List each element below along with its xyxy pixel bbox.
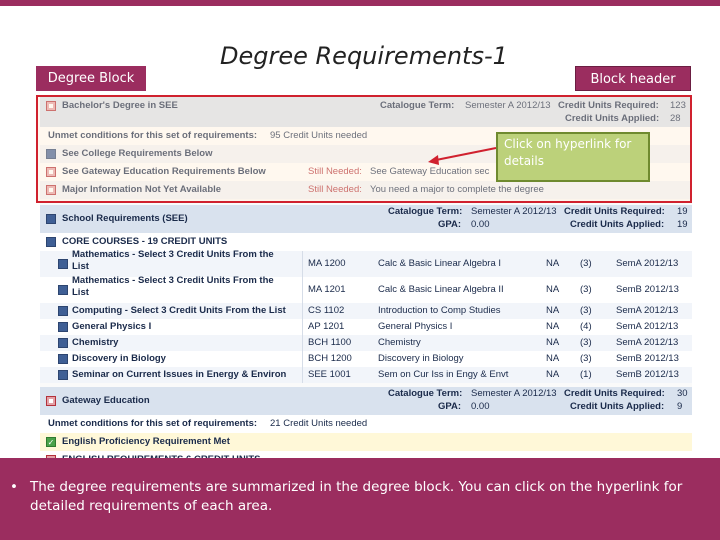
gpa-label: GPA:	[438, 401, 462, 412]
hyperlink-callout: Click on hyperlink for details	[496, 132, 650, 182]
required-label: Credit Units Required:	[564, 388, 665, 399]
footer-text: The degree requirements are summarized in the degree block. You can click on the hyperlink for detailed requirements of each area.	[30, 479, 683, 514]
course-requirement: General Physics I	[72, 321, 152, 332]
catalogue-value: Semester A 2012/13	[471, 388, 557, 399]
course-code[interactable]: BCH 1100	[308, 337, 352, 348]
still-needed-label: Still Needed:	[308, 184, 362, 195]
english-proficiency-label: English Proficiency Requirement Met	[62, 436, 230, 447]
course-requirement: Discovery in Biology	[72, 353, 166, 364]
course-code[interactable]: CS 1102	[308, 305, 345, 316]
course-grade: NA	[546, 337, 560, 348]
bullet-icon: •	[10, 479, 18, 495]
still-needed-label: Still Needed:	[308, 166, 362, 177]
course-title: Discovery in Biology	[378, 353, 464, 364]
gateway-title: Gateway Education	[62, 395, 150, 406]
required-value: 30	[677, 388, 688, 399]
core-title: CORE COURSES - 19 CREDIT UNITS	[62, 236, 228, 247]
catalogue-label: Catalogue Term:	[380, 100, 455, 111]
unmet-label: Unmet conditions for this set of requirements:	[48, 418, 258, 429]
catalogue-label: Catalogue Term:	[388, 206, 463, 217]
course-title: Chemistry	[378, 337, 421, 348]
unmet-label: Unmet conditions for this set of requirements:	[48, 130, 258, 141]
applied-label: Credit Units Applied:	[570, 219, 665, 230]
unmet-value: 95 Credit Units needed	[270, 130, 368, 141]
course-title: Calc & Basic Linear Algebra II	[378, 284, 504, 295]
course-units: (3)	[580, 337, 592, 348]
applied-value: 19	[677, 219, 688, 230]
course-term: SemB 2012/13	[616, 284, 679, 295]
course-grade: NA	[546, 369, 560, 380]
course-title: Introduction to Comp Studies	[378, 305, 501, 316]
check-icon: ✓	[47, 438, 55, 447]
gpa-label: GPA:	[438, 219, 462, 230]
course-term: SemA 2012/13	[616, 337, 679, 348]
course-term: SemA 2012/13	[616, 258, 679, 269]
course-code[interactable]: AP 1201	[308, 321, 345, 332]
course-units: (1)	[580, 369, 592, 380]
gpa-value: 0.00	[471, 219, 490, 230]
course-units: (3)	[580, 305, 592, 316]
degree-block-tag: Degree Block	[36, 66, 146, 91]
applied-label: Credit Units Applied:	[570, 401, 665, 412]
course-units: (3)	[580, 284, 592, 295]
req-link-gateway[interactable]: See Gateway Education Requirements Below	[62, 166, 266, 177]
still-needed-text[interactable]: See Gateway Education sec	[370, 166, 490, 177]
course-code[interactable]: SEE 1001	[308, 369, 351, 380]
required-value: 19	[677, 206, 688, 217]
course-requirement: Mathematics - Select 3 Credit Units From the List	[72, 275, 274, 298]
degree-title: Bachelor's Degree in SEE	[62, 100, 178, 111]
course-grade: NA	[546, 353, 560, 364]
required-value: 123	[670, 100, 686, 111]
still-needed-text: You need a major to complete the degree	[370, 184, 544, 195]
course-title: Sem on Cur Iss in Engy & Envt	[378, 369, 509, 380]
req-link-major[interactable]: Major Information Not Yet Available	[62, 184, 222, 195]
course-requirement: Chemistry	[72, 337, 119, 348]
course-title: General Physics I	[378, 321, 453, 332]
required-label: Credit Units Required:	[564, 206, 665, 217]
school-title: School Requirements (SEE)	[62, 213, 188, 224]
gpa-value: 0.00	[471, 401, 490, 412]
course-units: (4)	[580, 321, 592, 332]
course-title: Calc & Basic Linear Algebra I	[378, 258, 502, 269]
block-header-tag: Block header	[575, 66, 691, 91]
course-grade: NA	[546, 321, 560, 332]
course-grade: NA	[546, 305, 560, 316]
course-units: (3)	[580, 258, 592, 269]
course-requirement: Computing - Select 3 Credit Units From the List	[72, 305, 286, 316]
course-code[interactable]: MA 1200	[308, 258, 346, 269]
applied-value: 9	[677, 401, 683, 412]
footer-note	[0, 458, 720, 540]
applied-label: Credit Units Applied:	[565, 113, 660, 124]
course-code[interactable]: MA 1201	[308, 284, 346, 295]
catalogue-value: Semester A 2012/13	[465, 100, 551, 111]
course-units: (3)	[580, 353, 592, 364]
course-requirement: Mathematics - Select 3 Credit Units From the List	[72, 249, 274, 272]
catalogue-value: Semester A 2012/13	[471, 206, 557, 217]
course-requirement: Seminar on Current Issues in Energy & Environ	[72, 369, 287, 380]
course-code[interactable]: BCH 1200	[308, 353, 352, 364]
course-term: SemB 2012/13	[616, 369, 679, 380]
course-term: SemA 2012/13	[616, 305, 679, 316]
course-term: SemA 2012/13	[616, 321, 679, 332]
course-grade: NA	[546, 258, 560, 269]
req-link-college[interactable]: See College Requirements Below	[62, 148, 213, 159]
course-term: SemB 2012/13	[616, 353, 679, 364]
course-grade: NA	[546, 284, 560, 295]
catalogue-label: Catalogue Term:	[388, 388, 463, 399]
slide-title: Degree Requirements-1	[220, 42, 508, 70]
required-label: Credit Units Required:	[558, 100, 659, 111]
applied-value: 28	[670, 113, 681, 124]
unmet-value: 21 Credit Units needed	[270, 418, 368, 429]
